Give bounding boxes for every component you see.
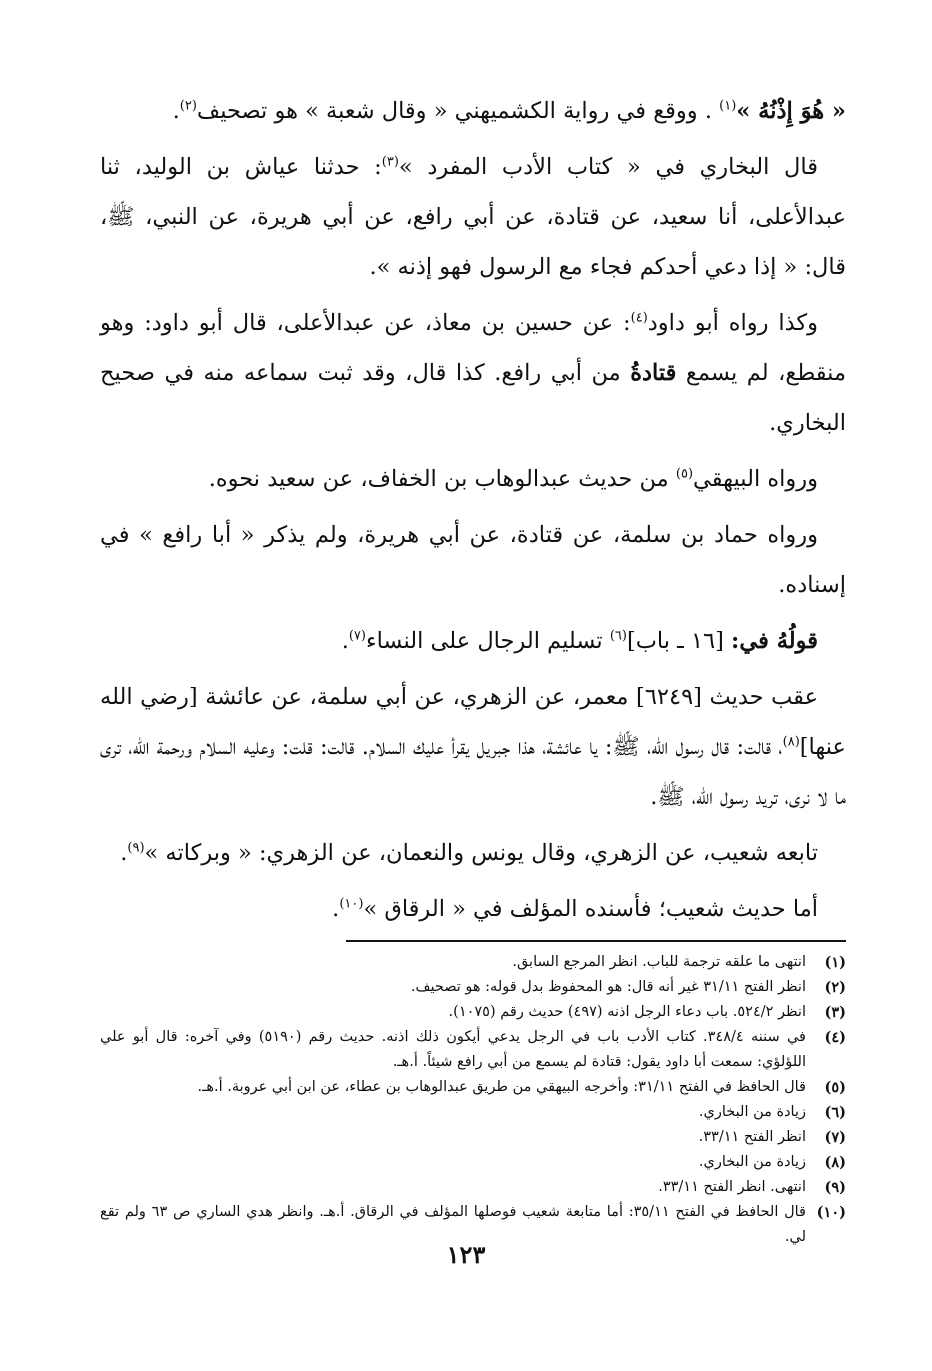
paragraph-7 [100,672,846,822]
paragraph-text: قال البخاري في « كتاب الأدب المفرد » [398,154,818,180]
footnote-number: (٣) [824,1004,846,1021]
footnote-marker: (٨) [782,734,800,750]
paragraph-6 [100,616,846,666]
footnote-marker: (١) [719,98,737,114]
footnote-text: قال الحافظ في الفتح ٣٥/١١: أما متابعة شعيب فوصلها المؤلف في الرقاق. أ.هـ. وانظر هدي الساري ص ٦٣ ولم تقع لي. [100,1204,806,1245]
paragraph-text: : حدثنا عياش بن الوليد، ثنا عبدالأعلى، أنا سعيد، عن قتادة، عن أبي رافع، عن أبي هريرة، عن النبي، ﷺ، قال: « إذا دعي أحدكم فجاء مع الرسول فهو إذنه ». [100,154,846,280]
footnote-text: زيادة من البخاري. [698,1104,806,1120]
page-number: ١٢٣ [446,1240,486,1269]
footnote-marker: (٤) [630,310,648,326]
paragraph-text: ورواه حماد بن سلمة، عن قتادة، عن أبي هريرة، ولم يذكر « أبا رافع » في إسناده. [100,522,846,598]
paragraph-text: ، قالت: قال رسول الله، ﷺ: يا عائشة، هذا جبريل يقرأ عليك السلام. قالت: قلت: وعليه السلام ورحمة الله، ترى ما لا نرى، تريد رسول الله، ﷺ. [100,734,846,810]
footnote-number: (١٠) [816,1204,846,1221]
footnote-item [100,1175,846,1200]
paragraph-2 [100,142,846,292]
footnote-marker: (٢) [179,98,197,114]
paragraph-text: من أبي رافع. كذا قال، وقد ثبت سماعه منه في صحيح البخاري. [100,360,846,436]
footnote-number: (٢) [824,979,846,996]
footnote-item [100,1025,846,1075]
footnote-number: (٧) [824,1129,846,1146]
paragraph-8 [100,828,846,878]
footnote-number: (٦) [824,1104,846,1121]
footnote-text: قال الحافظ في الفتح ٣١/١١: وأخرجه البيهقي من طريق عبدالوهاب بن عطاء، عن ابن أبي عروبة. أ.هـ. [197,1079,806,1095]
footnote-marker: (٣) [381,154,399,170]
footnote-marker: (٧) [348,628,366,644]
paragraph-text: ورواه البيهقي [693,466,818,492]
footnote-item [100,1100,846,1125]
footnote-marker: (١٠) [339,896,364,912]
paragraph-text: عقب حديث [٦٢٤٩] معمر، عن الزهري، عن أبي سلمة، عن عائشة [رضي الله عنها] [100,684,846,760]
footnote-item [100,1150,846,1175]
footnote-item [100,1125,846,1150]
main-text [100,86,846,934]
footnote-item [100,1000,846,1025]
chapter-reference: [١٦ ـ باب] [626,628,724,654]
section-label: قولُهُ في: [731,628,818,654]
footnote-number: (٩) [824,1179,846,1196]
paragraph-text: وكذا رواه أبو داود [647,310,818,336]
footnote-item [100,1075,846,1100]
paragraph-text: من حديث عبدالوهاب بن الخفاف، عن سعيد نحوه. [208,466,669,492]
paragraph-text: تابعه شعيب، عن الزهري، وقال يونس والنعمان، عن الزهري: « وبركاته » [144,840,818,866]
paragraph-9 [100,884,846,934]
footnote-text: انظر الفتح ٣٣/١١. [698,1129,806,1145]
footnote-marker: (٦) [609,628,627,644]
punctuation: . [172,98,180,124]
paragraph-text: تسليم الرجال على النساء [365,628,603,654]
footnote-text: انتهى. انظر الفتح ٣٣/١١. [658,1179,806,1195]
footnote-marker: (٥) [675,466,694,482]
footnote-item [100,950,846,975]
footnote-divider [346,940,846,942]
paragraph-text: : عن حسين بن معاذ، عن عبدالأعلى، قال أبو داود: وهو منقطع، لم يسمع [100,310,847,386]
footnote-number: (٥) [824,1079,846,1096]
footnotes [100,950,846,1250]
paragraph-1 [100,86,846,136]
paragraph-text: أما حديث شعيب؛ فأسنده المؤلف في « الرقاق » [363,896,818,922]
footnote-number: (٤) [824,1029,846,1046]
paragraph-text: . ووقع في رواية الكشميهني « وقال شعبة » هو تصحيف [196,98,712,124]
footnote-text: انظر ٥٢٤/٢. باب دعاء الرجل اذنه (٤٩٧) حديث رقم (١٠٧٥). [448,1004,806,1020]
footnote-text: انتهى ما علقه ترجمة للباب. انظر المرجع السابق. [512,954,806,970]
quoted-phrase: « هُوَ إِذْنُهُ » [736,98,846,124]
footnote-text: انظر الفتح ٣١/١١ غير أنه قال: هو المحفوظ بدل قوله: هو تصحيف. [410,979,806,995]
punctuation: . [332,896,340,922]
bold-name: قتادةُ [630,360,677,386]
paragraph-3 [100,298,846,448]
footnote-text: في سننه ٣٤٨/٤. كتاب الأدب باب في الرجل يدعي أيكون ذلك اذنه. حديث رقم (٥١٩٠) وفي آخره: قال أبو علي اللؤلؤي: سمعت أبا داود يقول: قتادة لم يسمع من أبي رافع شيئاً. أ.هـ. [100,1029,806,1070]
paragraph-4 [100,454,846,504]
footnote-number: (١) [824,954,846,971]
paragraph-5 [100,510,846,610]
footnote-number: (٨) [824,1154,846,1171]
footnote-text: زيادة من البخاري. [698,1154,806,1170]
footnote-item [100,975,846,1000]
punctuation: . [341,628,349,654]
punctuation: . [120,840,128,866]
footnote-marker: (٩) [127,840,145,856]
